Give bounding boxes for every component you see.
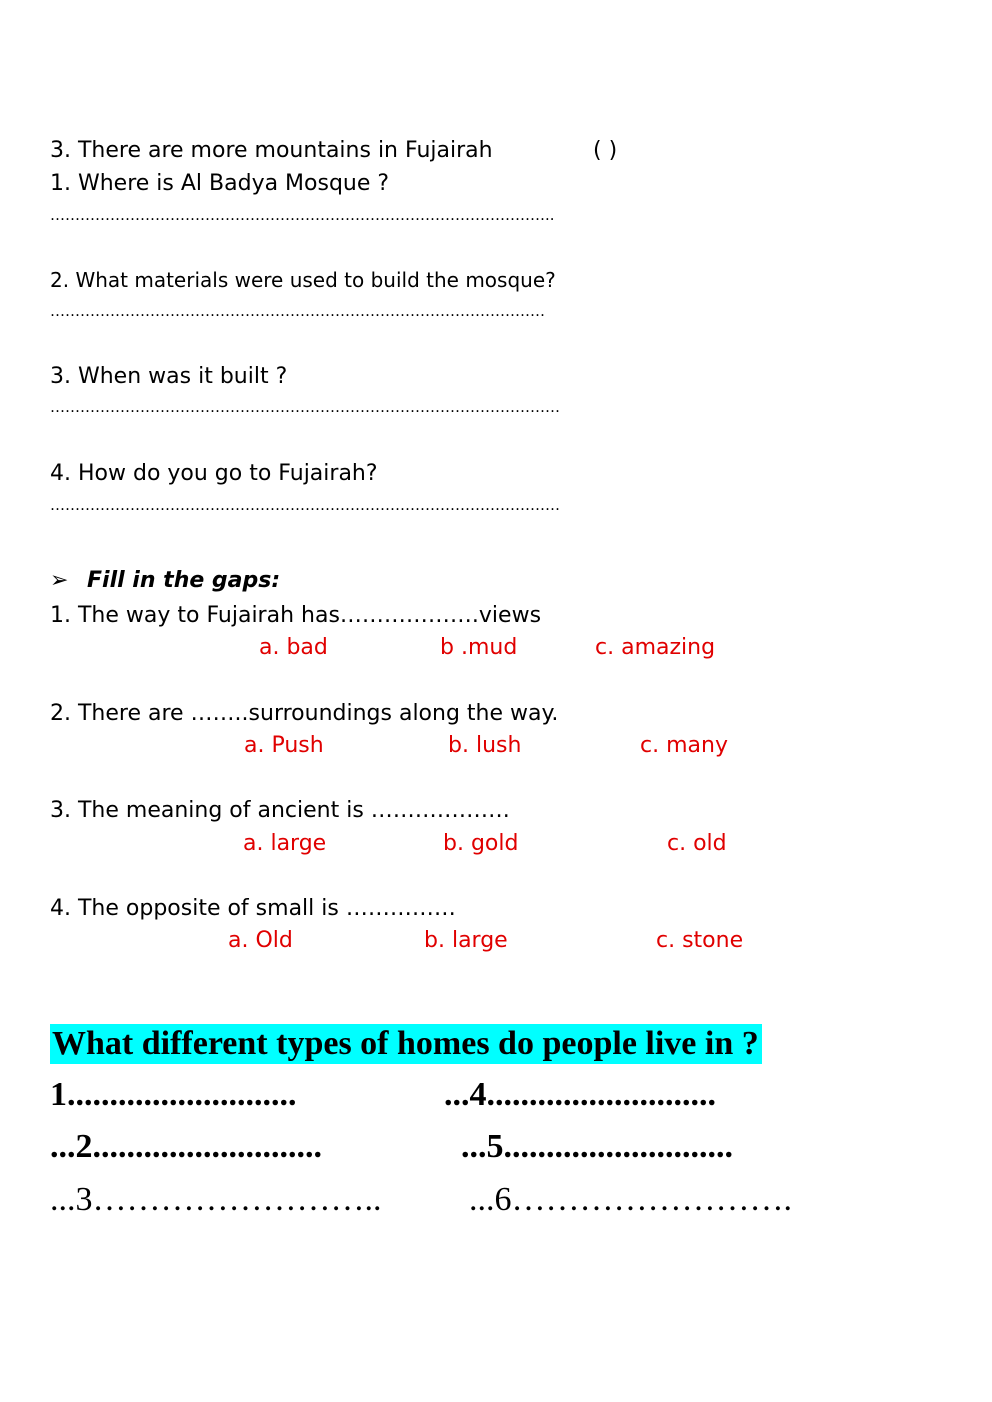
gap-3-option-a[interactable]: a. large (243, 831, 327, 856)
arrow-bullet-icon: ➢ (50, 568, 69, 593)
gap-2-option-c[interactable]: c. many (640, 733, 728, 758)
fill-gaps-heading: Fill in the gaps: (87, 568, 281, 593)
question-2: 2. What materials were used to build the mosque? (50, 268, 556, 292)
answer-line-4[interactable]: ………………………………………………………………………………………… (50, 496, 560, 514)
homes-line-1[interactable]: 1........................... (50, 1076, 297, 1113)
gap-1-option-b[interactable]: b .mud (440, 635, 518, 660)
gap-4-option-b[interactable]: b. large (424, 928, 508, 953)
gap-question-4: 4. The opposite of small is …………… (50, 896, 456, 921)
homes-line-3[interactable]: ...3…………………….. (50, 1181, 382, 1218)
true-false-statement: 3. There are more mountains in Fujairah (50, 138, 493, 163)
answer-line-3[interactable]: ………………………………………………………………………………………… (50, 398, 560, 416)
gap-question-2: 2. There are ……..surroundings along the way. (50, 701, 559, 726)
gap-3-option-c[interactable]: c. old (667, 831, 727, 856)
question-1: 1. Where is Al Badya Mosque ? (50, 171, 390, 196)
homes-question-heading: What different types of homes do people live in ? (50, 1024, 762, 1064)
gap-4-option-c[interactable]: c. stone (656, 928, 744, 953)
gap-3-option-b[interactable]: b. gold (443, 831, 519, 856)
question-4: 4. How do you go to Fujairah? (50, 461, 378, 486)
gap-2-option-b[interactable]: b. lush (448, 733, 522, 758)
true-false-bracket[interactable]: ( ) (593, 138, 618, 163)
gap-1-option-a[interactable]: a. bad (259, 635, 328, 660)
question-3: 3. When was it built ? (50, 364, 288, 389)
homes-line-4[interactable]: ...4........................... (444, 1076, 716, 1113)
gap-question-1: 1. The way to Fujairah has……………….views (50, 603, 542, 628)
gap-question-3: 3. The meaning of ancient is ………………. (50, 798, 510, 823)
homes-line-2[interactable]: ...2........................... (50, 1128, 322, 1165)
answer-line-2[interactable]: ……………………………………………………………………………………… (50, 302, 545, 320)
homes-line-5[interactable]: ...5........................... (461, 1128, 733, 1165)
gap-1-option-c[interactable]: c. amazing (595, 635, 716, 660)
homes-line-6[interactable]: ...6……………………. (469, 1181, 792, 1218)
gap-4-option-a[interactable]: a. Old (228, 928, 293, 953)
answer-line-1[interactable]: ……………………………………………………………………………………….. (50, 206, 555, 224)
gap-2-option-a[interactable]: a. Push (244, 733, 324, 758)
